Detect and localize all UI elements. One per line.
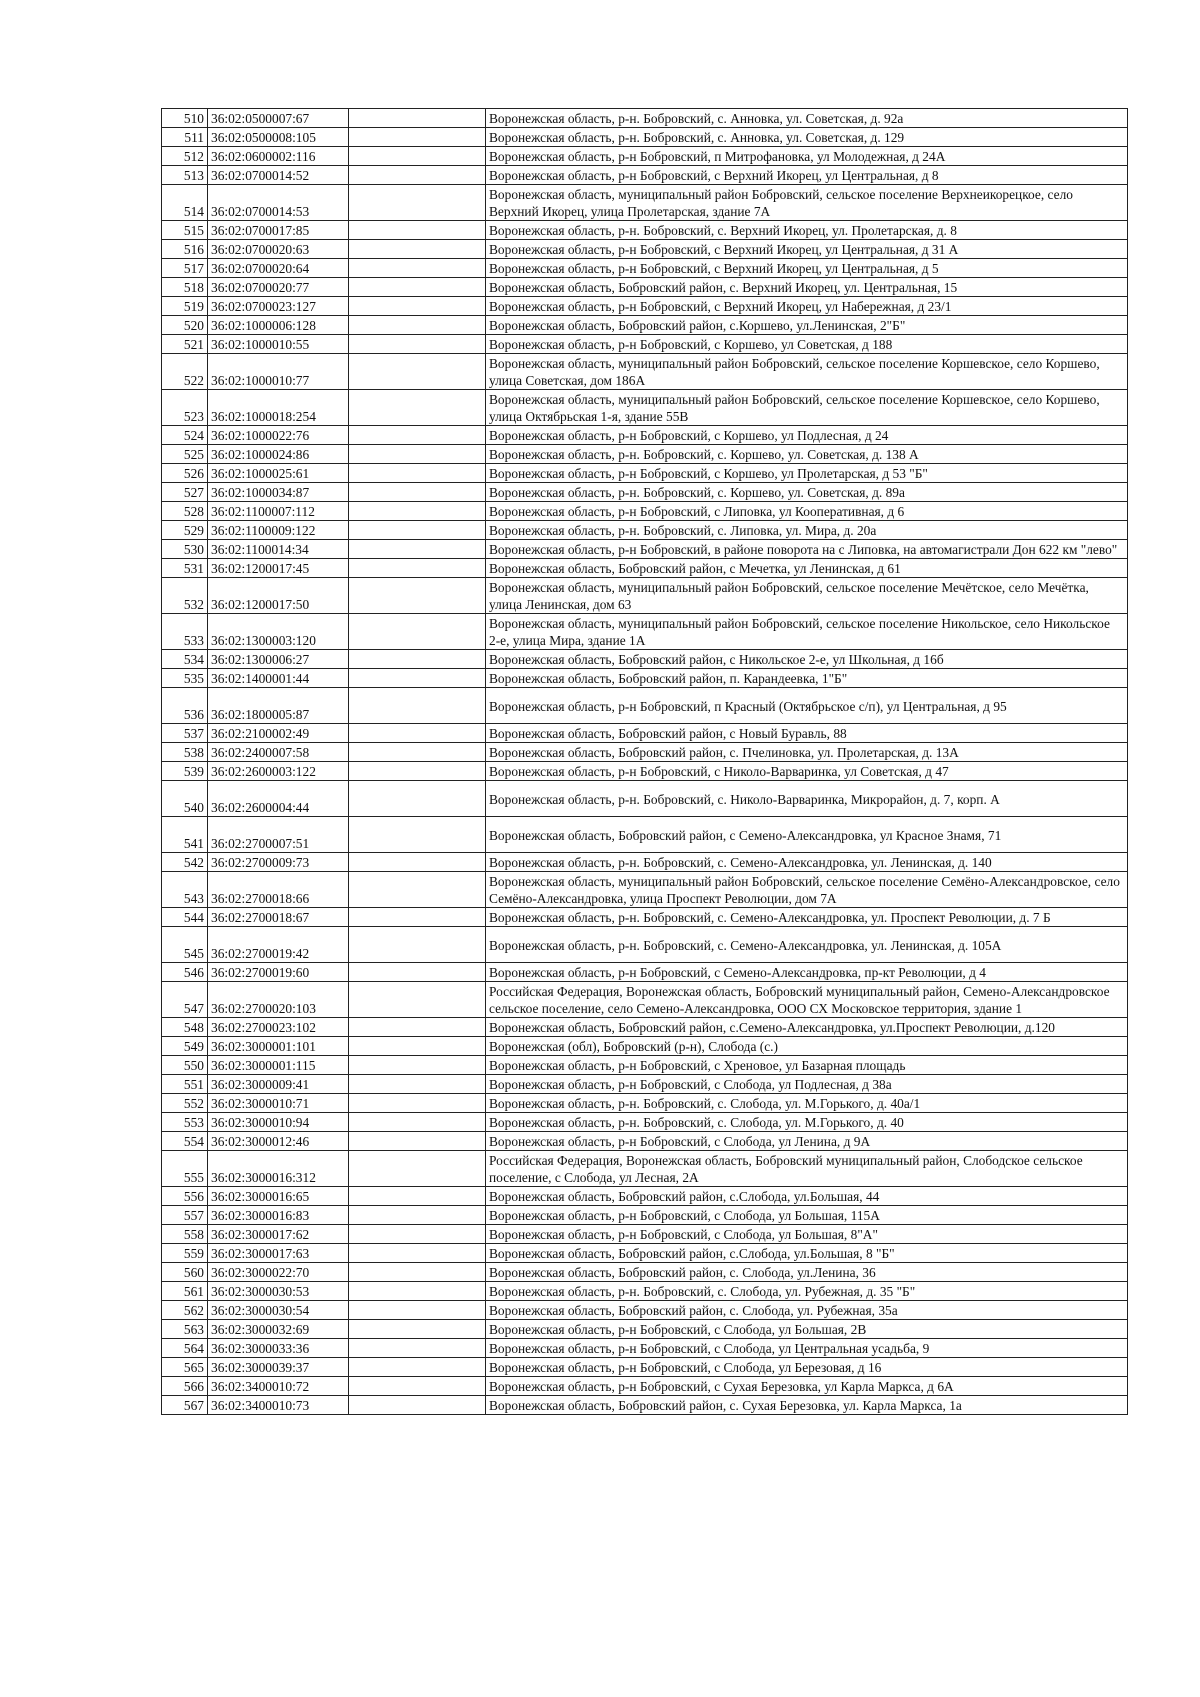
empty-cell — [349, 1075, 486, 1094]
row-number-cell: 515 — [162, 221, 208, 240]
address-cell: Воронежская область, р-н. Бобровский, с. Семено-Александровка, ул. Проспект Революции, д. 7 Б — [486, 908, 1128, 927]
row-number-cell: 530 — [162, 540, 208, 559]
table-row — [162, 1018, 1128, 1037]
table-row — [162, 1396, 1128, 1415]
cadastral-number-cell: 36:02:0600002:116 — [208, 147, 349, 166]
empty-cell — [349, 240, 486, 259]
address-cell: Воронежская область, Бобровский район, с.Семено-Александровка, ул.Проспект Революции, д.120 — [486, 1018, 1128, 1037]
table-row — [162, 1263, 1128, 1282]
row-number-cell: 567 — [162, 1396, 208, 1415]
row-number-cell: 563 — [162, 1320, 208, 1339]
table-row — [162, 614, 1128, 650]
cadastral-number-cell: 36:02:3000010:71 — [208, 1094, 349, 1113]
cadastral-number-cell: 36:02:3000022:70 — [208, 1263, 349, 1282]
row-number-cell: 531 — [162, 559, 208, 578]
table-row — [162, 743, 1128, 762]
row-number-cell: 517 — [162, 259, 208, 278]
address-cell: Российская Федерация, Воронежская область, Бобровский муниципальный район, Семено-Александровское сельское поселение, село Семено-Александровка, ООО СХ Московское территория, здание 1 — [486, 982, 1128, 1018]
empty-cell — [349, 1151, 486, 1187]
address-cell: Воронежская область, Бобровский район, с Мечетка, ул Ленинская, д 61 — [486, 559, 1128, 578]
table-row — [162, 908, 1128, 927]
row-number-cell: 529 — [162, 521, 208, 540]
table-row — [162, 1151, 1128, 1187]
empty-cell — [349, 147, 486, 166]
table-row — [162, 316, 1128, 335]
cadastral-number-cell: 36:02:2700019:42 — [208, 927, 349, 963]
address-cell: Воронежская область, р-н Бобровский, п Митрофановка, ул Молодежная, д 24А — [486, 147, 1128, 166]
empty-cell — [349, 445, 486, 464]
table-row — [162, 185, 1128, 221]
register-table — [161, 108, 1128, 1415]
empty-cell — [349, 464, 486, 483]
address-cell: Воронежская область, р-н Бобровский, с Слобода, ул Большая, 8"А" — [486, 1225, 1128, 1244]
cadastral-number-cell: 36:02:1300006:27 — [208, 650, 349, 669]
cadastral-number-cell: 36:02:2700023:102 — [208, 1018, 349, 1037]
address-cell: Воронежская область, Бобровский район, с. Пчелиновка, ул. Пролетарская, д. 13А — [486, 743, 1128, 762]
row-number-cell: 565 — [162, 1358, 208, 1377]
table-row — [162, 1282, 1128, 1301]
empty-cell — [349, 335, 486, 354]
row-number-cell: 525 — [162, 445, 208, 464]
address-cell: Воронежская область, Бобровский район, с.Слобода, ул.Большая, 44 — [486, 1187, 1128, 1206]
empty-cell — [349, 426, 486, 445]
cadastral-number-cell: 36:02:1000018:254 — [208, 390, 349, 426]
empty-cell — [349, 278, 486, 297]
row-number-cell: 526 — [162, 464, 208, 483]
cadastral-number-cell: 36:02:3000016:65 — [208, 1187, 349, 1206]
row-number-cell: 543 — [162, 872, 208, 908]
row-number-cell: 535 — [162, 669, 208, 688]
cadastral-number-cell: 36:02:0500007:67 — [208, 109, 349, 128]
address-cell: Воронежская область, р-н Бобровский, с Слобода, ул Подлесная, д 38а — [486, 1075, 1128, 1094]
cadastral-number-cell: 36:02:1000010:77 — [208, 354, 349, 390]
empty-cell — [349, 502, 486, 521]
empty-cell — [349, 1132, 486, 1151]
cadastral-number-cell: 36:02:1400001:44 — [208, 669, 349, 688]
row-number-cell: 523 — [162, 390, 208, 426]
row-number-cell: 512 — [162, 147, 208, 166]
address-cell: Воронежская область, р-н. Бобровский, с. Слобода, ул. М.Горького, д. 40а/1 — [486, 1094, 1128, 1113]
empty-cell — [349, 853, 486, 872]
table-row — [162, 521, 1128, 540]
row-number-cell: 550 — [162, 1056, 208, 1075]
address-cell: Воронежская область, Бобровский район, с Никольское 2-е, ул Школьная, д 16б — [486, 650, 1128, 669]
address-cell: Воронежская область, р-н Бобровский, с Липовка, ул Кооперативная, д 6 — [486, 502, 1128, 521]
row-number-cell: 559 — [162, 1244, 208, 1263]
row-number-cell: 533 — [162, 614, 208, 650]
empty-cell — [349, 1396, 486, 1415]
address-cell: Воронежская область, Бобровский район, с.Слобода, ул.Большая, 8 "Б" — [486, 1244, 1128, 1263]
empty-cell — [349, 316, 486, 335]
table-row — [162, 354, 1128, 390]
row-number-cell: 562 — [162, 1301, 208, 1320]
cadastral-number-cell: 36:02:0700014:52 — [208, 166, 349, 185]
empty-cell — [349, 781, 486, 817]
address-cell: Воронежская область, муниципальный район Бобровский, сельское поселение Коршевское, село Коршево, улица Советская, дом 186А — [486, 354, 1128, 390]
empty-cell — [349, 1094, 486, 1113]
address-cell: Воронежская область, муниципальный район Бобровский, сельское поселение Никольское, село Никольское 2-е, улица Мира, здание 1А — [486, 614, 1128, 650]
cadastral-number-cell: 36:02:3000016:83 — [208, 1206, 349, 1225]
table-row — [162, 445, 1128, 464]
cadastral-number-cell: 36:02:2600003:122 — [208, 762, 349, 781]
cadastral-number-cell: 36:02:2700007:51 — [208, 817, 349, 853]
row-number-cell: 542 — [162, 853, 208, 872]
address-cell: Воронежская область, р-н Бобровский, с Коршево, ул Пролетарская, д 53 "Б" — [486, 464, 1128, 483]
address-cell: Воронежская область, р-н. Бобровский, с. Верхний Икорец, ул. Пролетарская, д. 8 — [486, 221, 1128, 240]
table-row — [162, 278, 1128, 297]
cadastral-number-cell: 36:02:1100009:122 — [208, 521, 349, 540]
address-cell: Воронежская область, р-н Бобровский, с Верхний Икорец, ул Набережная, д 23/1 — [486, 297, 1128, 316]
row-number-cell: 521 — [162, 335, 208, 354]
row-number-cell: 514 — [162, 185, 208, 221]
row-number-cell: 511 — [162, 128, 208, 147]
cadastral-number-cell: 36:02:0700020:63 — [208, 240, 349, 259]
cadastral-number-cell: 36:02:2100002:49 — [208, 724, 349, 743]
empty-cell — [349, 297, 486, 316]
cadastral-number-cell: 36:02:2400007:58 — [208, 743, 349, 762]
table-row — [162, 688, 1128, 724]
cadastral-number-cell: 36:02:1000025:61 — [208, 464, 349, 483]
empty-cell — [349, 128, 486, 147]
address-cell: Воронежская область, р-н Бобровский, с Слобода, ул Березовая, д 16 — [486, 1358, 1128, 1377]
empty-cell — [349, 1113, 486, 1132]
cadastral-number-cell: 36:02:1100014:34 — [208, 540, 349, 559]
cadastral-number-cell: 36:02:3000030:53 — [208, 1282, 349, 1301]
address-cell: Воронежская область, р-н Бобровский, с Слобода, ул Большая, 2В — [486, 1320, 1128, 1339]
table-row — [162, 147, 1128, 166]
empty-cell — [349, 185, 486, 221]
empty-cell — [349, 390, 486, 426]
cadastral-number-cell: 36:02:0700020:64 — [208, 259, 349, 278]
cadastral-number-cell: 36:02:1800005:87 — [208, 688, 349, 724]
address-cell: Воронежская область, р-н. Бобровский, с. Анновка, ул. Советская, д. 129 — [486, 128, 1128, 147]
empty-cell — [349, 927, 486, 963]
cadastral-number-cell: 36:02:1000024:86 — [208, 445, 349, 464]
cadastral-number-cell: 36:02:2700019:60 — [208, 963, 349, 982]
row-number-cell: 536 — [162, 688, 208, 724]
table-row — [162, 483, 1128, 502]
row-number-cell: 546 — [162, 963, 208, 982]
table-row — [162, 1056, 1128, 1075]
row-number-cell: 558 — [162, 1225, 208, 1244]
empty-cell — [349, 1244, 486, 1263]
address-cell: Воронежская область, р-н Бобровский, с Коршево, ул Советская, д 188 — [486, 335, 1128, 354]
table-row — [162, 853, 1128, 872]
cadastral-number-cell: 36:02:2700018:66 — [208, 872, 349, 908]
empty-cell — [349, 650, 486, 669]
empty-cell — [349, 908, 486, 927]
cadastral-number-cell: 36:02:3000039:37 — [208, 1358, 349, 1377]
empty-cell — [349, 1301, 486, 1320]
row-number-cell: 556 — [162, 1187, 208, 1206]
row-number-cell: 551 — [162, 1075, 208, 1094]
table-row — [162, 240, 1128, 259]
address-cell: Воронежская область, р-н Бобровский, в районе поворота на с Липовка, на автомагистрали Дон 622 км "лево" — [486, 540, 1128, 559]
table-row — [162, 1320, 1128, 1339]
empty-cell — [349, 559, 486, 578]
row-number-cell: 532 — [162, 578, 208, 614]
address-cell: Воронежская область, Бобровский район, с Новый Буравль, 88 — [486, 724, 1128, 743]
address-cell: Воронежская область, р-н. Бобровский, с. Николо-Варваринка, Микрорайон, д. 7, корп. А — [486, 781, 1128, 817]
table-row — [162, 259, 1128, 278]
table-row — [162, 559, 1128, 578]
empty-cell — [349, 483, 486, 502]
address-cell: Воронежская область, р-н. Бобровский, с. Семено-Александровка, ул. Ленинская, д. 105А — [486, 927, 1128, 963]
table-row — [162, 297, 1128, 316]
row-number-cell: 527 — [162, 483, 208, 502]
cadastral-number-cell: 36:02:1000006:128 — [208, 316, 349, 335]
cadastral-number-cell: 36:02:3000017:62 — [208, 1225, 349, 1244]
cadastral-number-cell: 36:02:3400010:72 — [208, 1377, 349, 1396]
cadastral-number-cell: 36:02:0700017:85 — [208, 221, 349, 240]
cadastral-number-cell: 36:02:0700023:127 — [208, 297, 349, 316]
row-number-cell: 518 — [162, 278, 208, 297]
cadastral-number-cell: 36:02:3000009:41 — [208, 1075, 349, 1094]
table-row — [162, 1206, 1128, 1225]
address-cell: Воронежская область, р-н Бобровский, с Сухая Березовка, ул Карла Маркса, д 6А — [486, 1377, 1128, 1396]
empty-cell — [349, 259, 486, 278]
table-row — [162, 1377, 1128, 1396]
row-number-cell: 540 — [162, 781, 208, 817]
table-row — [162, 1113, 1128, 1132]
row-number-cell: 522 — [162, 354, 208, 390]
table-row — [162, 464, 1128, 483]
table-row — [162, 1301, 1128, 1320]
table-row — [162, 166, 1128, 185]
row-number-cell: 520 — [162, 316, 208, 335]
address-cell: Воронежская область, р-н Бобровский, с Верхний Икорец, ул Центральная, д 31 А — [486, 240, 1128, 259]
empty-cell — [349, 221, 486, 240]
row-number-cell: 545 — [162, 927, 208, 963]
cadastral-number-cell: 36:02:1000034:87 — [208, 483, 349, 502]
address-cell: Воронежская область, р-н. Бобровский, с. Коршево, ул. Советская, д. 89а — [486, 483, 1128, 502]
empty-cell — [349, 521, 486, 540]
empty-cell — [349, 614, 486, 650]
address-cell: Воронежская (обл), Бобровский (р-н), Слобода (с.) — [486, 1037, 1128, 1056]
address-cell: Воронежская область, Бобровский район, п. Карандеевка, 1"Б" — [486, 669, 1128, 688]
address-cell: Воронежская область, р-н. Бобровский, с. Коршево, ул. Советская, д. 138 А — [486, 445, 1128, 464]
table-row — [162, 1244, 1128, 1263]
cadastral-number-cell: 36:02:0500008:105 — [208, 128, 349, 147]
address-cell: Воронежская область, муниципальный район Бобровский, сельское поселение Семёно-Александровское, село Семёно-Александровка, улица Проспект Революции, дом 7А — [486, 872, 1128, 908]
address-cell: Воронежская область, р-н Бобровский, с Верхний Икорец, ул Центральная, д 5 — [486, 259, 1128, 278]
table-row — [162, 650, 1128, 669]
empty-cell — [349, 1320, 486, 1339]
empty-cell — [349, 1225, 486, 1244]
empty-cell — [349, 166, 486, 185]
row-number-cell: 513 — [162, 166, 208, 185]
row-number-cell: 519 — [162, 297, 208, 316]
row-number-cell: 544 — [162, 908, 208, 927]
address-cell: Воронежская область, р-н Бобровский, с Николо-Варваринка, ул Советская, д 47 — [486, 762, 1128, 781]
cadastral-number-cell: 36:02:3000001:115 — [208, 1056, 349, 1075]
table-row — [162, 1358, 1128, 1377]
address-cell: Воронежская область, Бобровский район, с. Слобода, ул. Рубежная, 35а — [486, 1301, 1128, 1320]
empty-cell — [349, 762, 486, 781]
row-number-cell: 538 — [162, 743, 208, 762]
table-row — [162, 669, 1128, 688]
empty-cell — [349, 1037, 486, 1056]
table-row — [162, 762, 1128, 781]
address-cell: Воронежская область, р-н Бобровский, с Слобода, ул Ленина, д 9А — [486, 1132, 1128, 1151]
address-cell: Воронежская область, р-н Бобровский, с Семено-Александровка, пр-кт Революции, д 4 — [486, 963, 1128, 982]
row-number-cell: 557 — [162, 1206, 208, 1225]
address-cell: Воронежская область, р-н Бобровский, с Слобода, ул Большая, 115А — [486, 1206, 1128, 1225]
cadastral-number-cell: 36:02:1100007:112 — [208, 502, 349, 521]
address-cell: Воронежская область, Бобровский район, с.Коршево, ул.Ленинская, 2"Б" — [486, 316, 1128, 335]
empty-cell — [349, 1056, 486, 1075]
empty-cell — [349, 982, 486, 1018]
row-number-cell: 516 — [162, 240, 208, 259]
cadastral-number-cell: 36:02:1200017:50 — [208, 578, 349, 614]
cadastral-number-cell: 36:02:2700018:67 — [208, 908, 349, 927]
row-number-cell: 510 — [162, 109, 208, 128]
table-row — [162, 1132, 1128, 1151]
empty-cell — [349, 354, 486, 390]
empty-cell — [349, 109, 486, 128]
cadastral-number-cell: 36:02:3000032:69 — [208, 1320, 349, 1339]
empty-cell — [349, 963, 486, 982]
address-cell: Воронежская область, р-н. Бобровский, с. Семено-Александровка, ул. Ленинская, д. 140 — [486, 853, 1128, 872]
table-row — [162, 724, 1128, 743]
empty-cell — [349, 1187, 486, 1206]
empty-cell — [349, 1377, 486, 1396]
address-cell: Воронежская область, р-н. Бобровский, с. Липовка, ул. Мира, д. 20а — [486, 521, 1128, 540]
table-row — [162, 1225, 1128, 1244]
empty-cell — [349, 1339, 486, 1358]
empty-cell — [349, 1358, 486, 1377]
address-cell: Воронежская область, муниципальный район Бобровский, сельское поселение Верхнеикорецкое, село Верхний Икорец, улица Пролетарская, здание 7А — [486, 185, 1128, 221]
address-cell: Воронежская область, р-н Бобровский, с Хреновое, ул Базарная площадь — [486, 1056, 1128, 1075]
table-row — [162, 927, 1128, 963]
row-number-cell: 528 — [162, 502, 208, 521]
cadastral-number-cell: 36:02:1300003:120 — [208, 614, 349, 650]
row-number-cell: 561 — [162, 1282, 208, 1301]
empty-cell — [349, 688, 486, 724]
table-row — [162, 128, 1128, 147]
table-row — [162, 982, 1128, 1018]
empty-cell — [349, 817, 486, 853]
cadastral-number-cell: 36:02:3000017:63 — [208, 1244, 349, 1263]
table-row — [162, 781, 1128, 817]
cadastral-number-cell: 36:02:0700014:53 — [208, 185, 349, 221]
row-number-cell: 552 — [162, 1094, 208, 1113]
table-row — [162, 817, 1128, 853]
cadastral-number-cell: 36:02:3000012:46 — [208, 1132, 349, 1151]
table-row — [162, 1075, 1128, 1094]
address-cell: Воронежская область, Бобровский район, с. Сухая Березовка, ул. Карла Маркса, 1а — [486, 1396, 1128, 1415]
table-row — [162, 540, 1128, 559]
cadastral-number-cell: 36:02:1000010:55 — [208, 335, 349, 354]
table-row — [162, 426, 1128, 445]
address-cell: Воронежская область, р-н. Бобровский, с. Анновка, ул. Советская, д. 92а — [486, 109, 1128, 128]
row-number-cell: 560 — [162, 1263, 208, 1282]
table-row — [162, 1339, 1128, 1358]
empty-cell — [349, 669, 486, 688]
empty-cell — [349, 743, 486, 762]
address-cell: Воронежская область, р-н. Бобровский, с. Слобода, ул. М.Горького, д. 40 — [486, 1113, 1128, 1132]
empty-cell — [349, 1206, 486, 1225]
table-row — [162, 109, 1128, 128]
row-number-cell: 524 — [162, 426, 208, 445]
table-row — [162, 502, 1128, 521]
table-row — [162, 1037, 1128, 1056]
cadastral-number-cell: 36:02:1000022:76 — [208, 426, 349, 445]
address-cell: Воронежская область, муниципальный район Бобровский, сельское поселение Коршевское, село Коршево, улица Октябрьская 1-я, здание 55В — [486, 390, 1128, 426]
row-number-cell: 549 — [162, 1037, 208, 1056]
table-row — [162, 1094, 1128, 1113]
address-cell: Воронежская область, р-н Бобровский, с Коршево, ул Подлесная, д 24 — [486, 426, 1128, 445]
row-number-cell: 566 — [162, 1377, 208, 1396]
address-cell: Воронежская область, р-н Бобровский, п Красный (Октябрьское с/п), ул Центральная, д 95 — [486, 688, 1128, 724]
table-row — [162, 872, 1128, 908]
address-cell: Воронежская область, р-н Бобровский, с Слобода, ул Центральная усадьба, 9 — [486, 1339, 1128, 1358]
cadastral-number-cell: 36:02:0700020:77 — [208, 278, 349, 297]
empty-cell — [349, 1263, 486, 1282]
address-cell: Российская Федерация, Воронежская область, Бобровский муниципальный район, Слободское сельское поселение, с Слобода, ул Лесная, 2А — [486, 1151, 1128, 1187]
cadastral-number-cell: 36:02:2600004:44 — [208, 781, 349, 817]
row-number-cell: 564 — [162, 1339, 208, 1358]
address-cell: Воронежская область, р-н Бобровский, с Верхний Икорец, ул Центральная, д 8 — [486, 166, 1128, 185]
row-number-cell: 534 — [162, 650, 208, 669]
empty-cell — [349, 578, 486, 614]
table-row — [162, 335, 1128, 354]
address-cell: Воронежская область, Бобровский район, с. Верхний Икорец, ул. Центральная, 15 — [486, 278, 1128, 297]
table-row — [162, 221, 1128, 240]
cadastral-number-cell: 36:02:3000033:36 — [208, 1339, 349, 1358]
row-number-cell: 548 — [162, 1018, 208, 1037]
table-row — [162, 578, 1128, 614]
cadastral-number-cell: 36:02:3000030:54 — [208, 1301, 349, 1320]
empty-cell — [349, 872, 486, 908]
cadastral-number-cell: 36:02:3000016:312 — [208, 1151, 349, 1187]
table-row — [162, 963, 1128, 982]
row-number-cell: 554 — [162, 1132, 208, 1151]
cadastral-number-cell: 36:02:1200017:45 — [208, 559, 349, 578]
empty-cell — [349, 1018, 486, 1037]
row-number-cell: 553 — [162, 1113, 208, 1132]
cadastral-number-cell: 36:02:3400010:73 — [208, 1396, 349, 1415]
table-row — [162, 390, 1128, 426]
register-body — [162, 109, 1128, 1415]
empty-cell — [349, 724, 486, 743]
cadastral-number-cell: 36:02:2700009:73 — [208, 853, 349, 872]
row-number-cell: 541 — [162, 817, 208, 853]
address-cell: Воронежская область, Бобровский район, с. Слобода, ул.Ленина, 36 — [486, 1263, 1128, 1282]
row-number-cell: 539 — [162, 762, 208, 781]
row-number-cell: 547 — [162, 982, 208, 1018]
cadastral-number-cell: 36:02:2700020:103 — [208, 982, 349, 1018]
address-cell: Воронежская область, муниципальный район Бобровский, сельское поселение Мечётское, село Мечётка, улица Ленинская, дом 63 — [486, 578, 1128, 614]
address-cell: Воронежская область, Бобровский район, с Семено-Александровка, ул Красное Знамя, 71 — [486, 817, 1128, 853]
address-cell: Воронежская область, р-н. Бобровский, с. Слобода, ул. Рубежная, д. 35 "Б" — [486, 1282, 1128, 1301]
table-row — [162, 1187, 1128, 1206]
cadastral-number-cell: 36:02:3000001:101 — [208, 1037, 349, 1056]
row-number-cell: 537 — [162, 724, 208, 743]
empty-cell — [349, 540, 486, 559]
empty-cell — [349, 1282, 486, 1301]
cadastral-number-cell: 36:02:3000010:94 — [208, 1113, 349, 1132]
row-number-cell: 555 — [162, 1151, 208, 1187]
